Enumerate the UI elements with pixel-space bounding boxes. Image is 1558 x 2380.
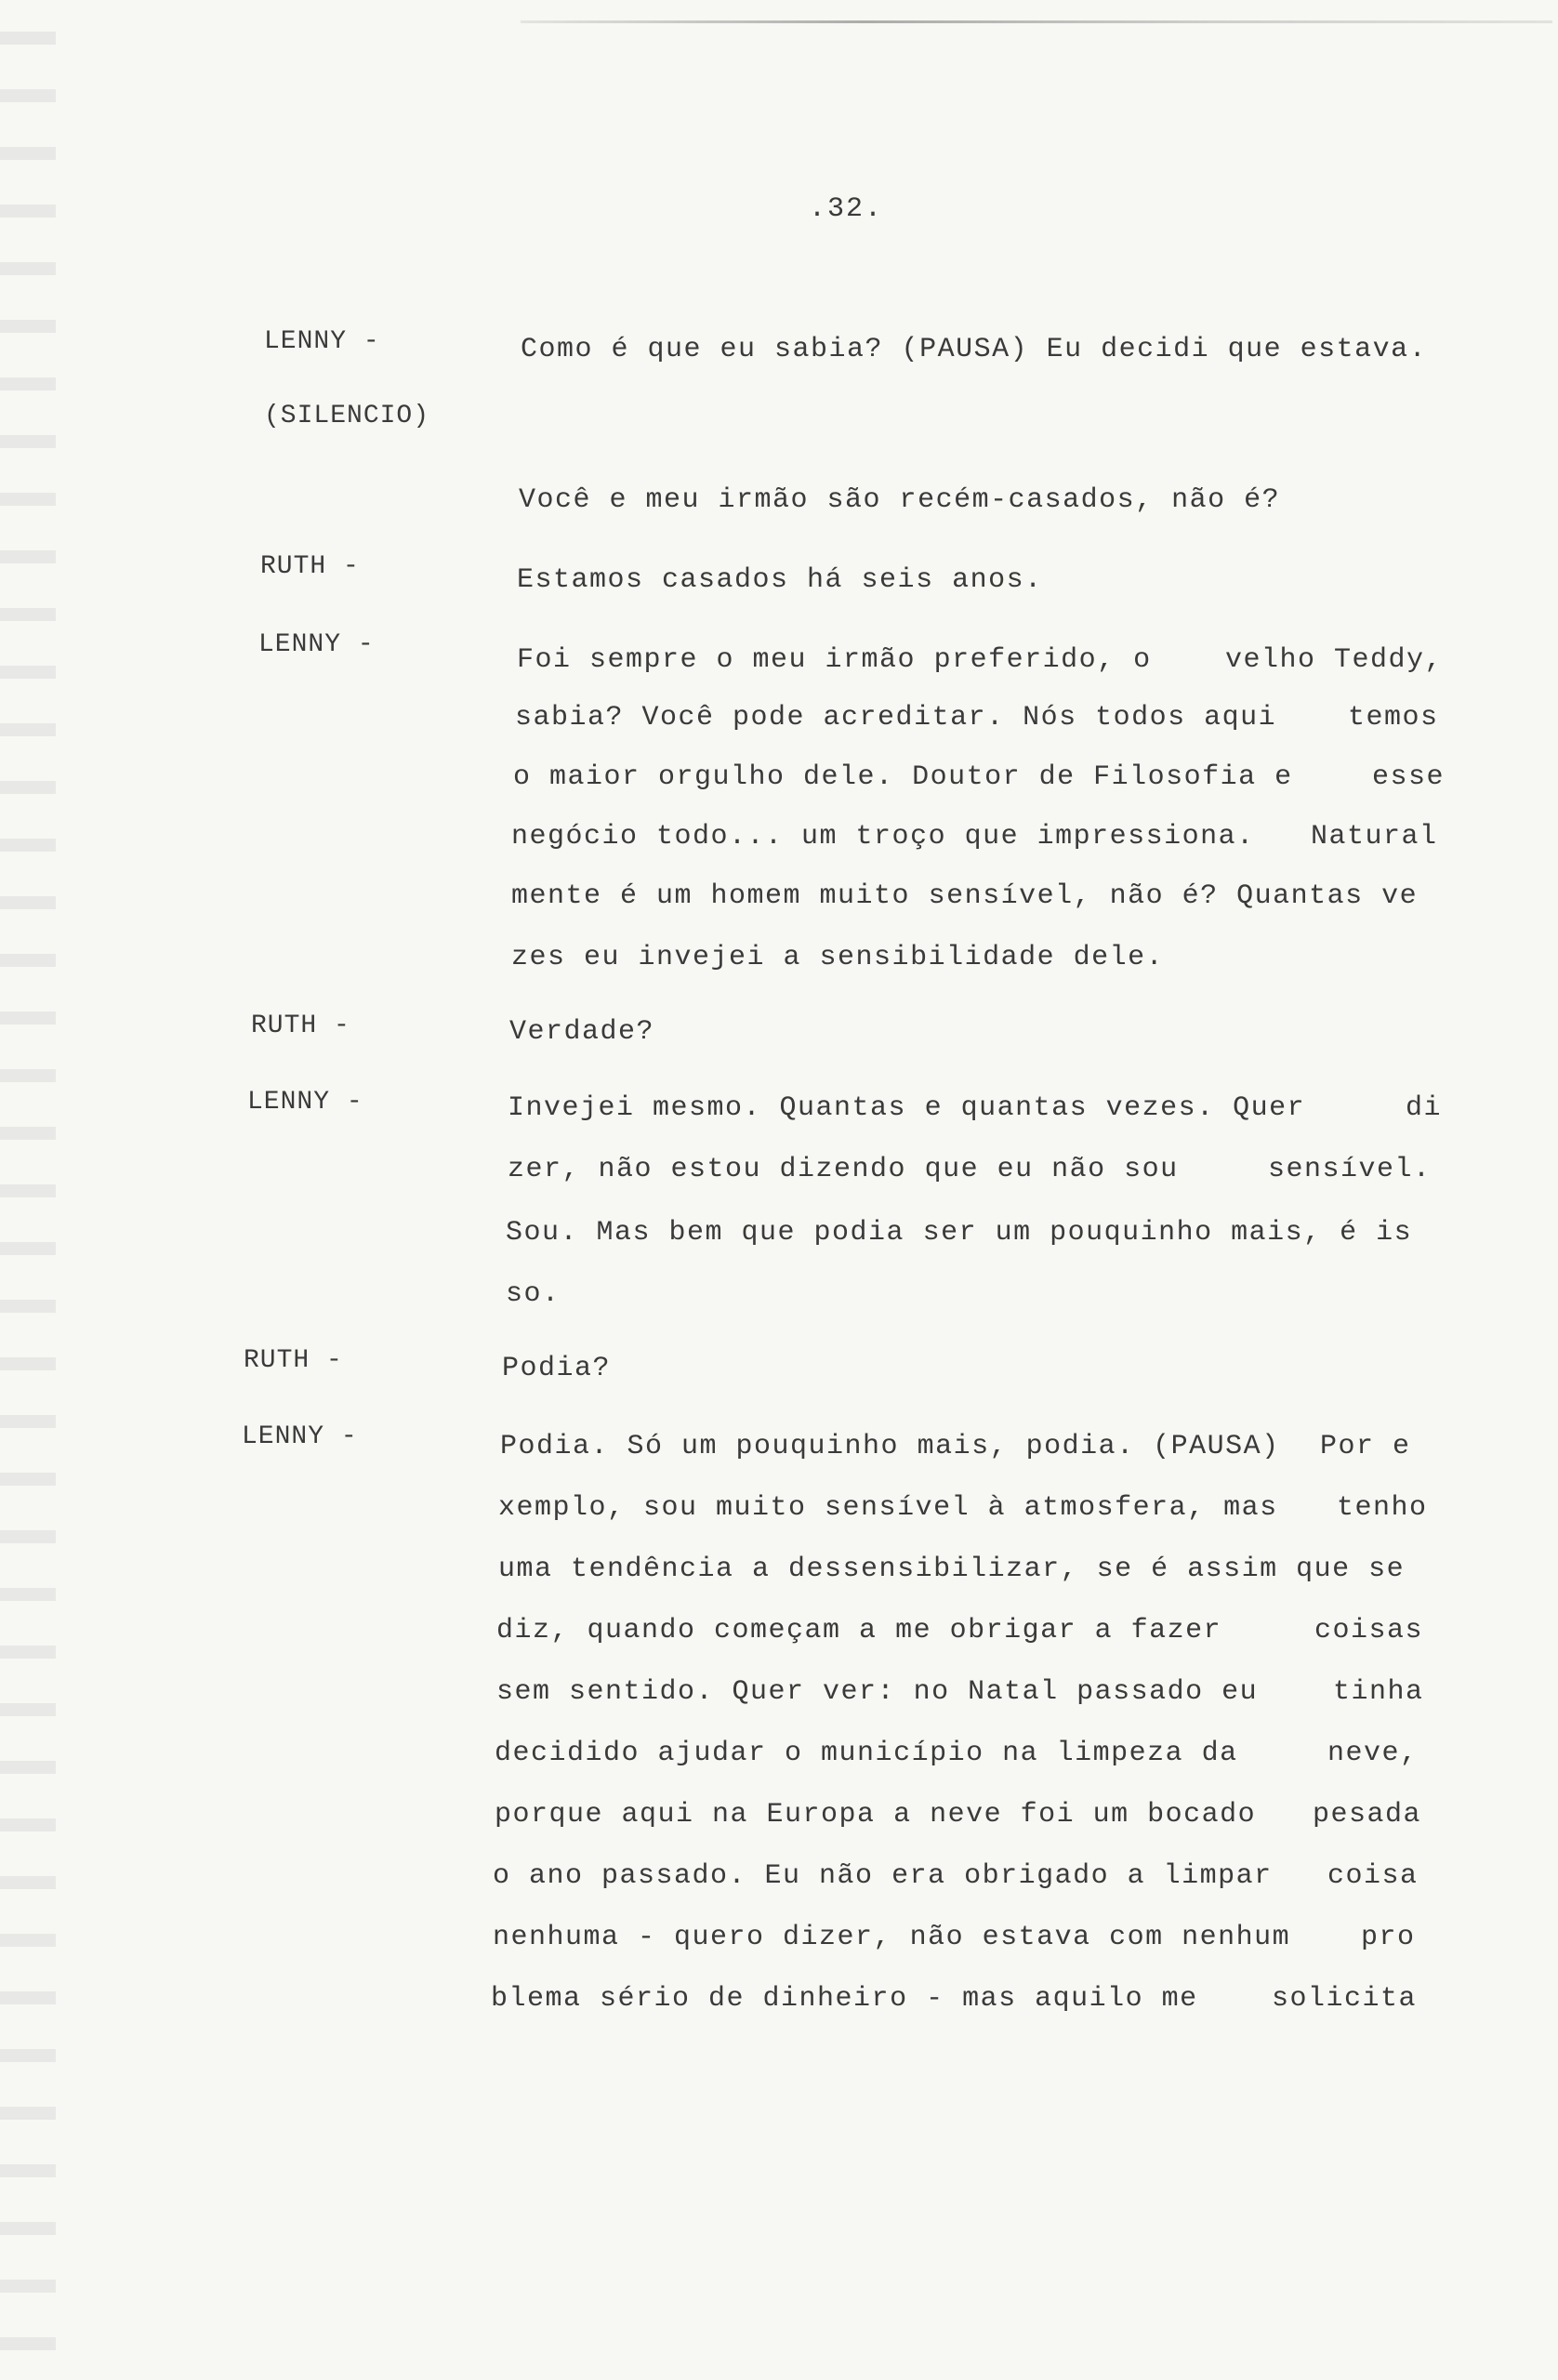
dialogue-line: Estamos casados há seis anos. [517,564,1043,596]
speaker-label: RUTH - [244,1346,343,1375]
speaker-label: LENNY - [242,1422,358,1451]
page-number: .32. [809,193,884,225]
dialogue-line: so. [506,1278,561,1310]
dialogue-line: mente é um homem muito sensível, não é? Quantas ve [511,880,1419,912]
dialogue-line: sem sentido. Quer ver: no Natal passado eu tinha [496,1676,1424,1708]
dialogue-line: o maior orgulho dele. Doutor de Filosofia e esse [513,761,1446,793]
dialogue-line: uma tendência a dessensibilizar, se é assim que se [498,1554,1406,1585]
dialogue-line: Invejei mesmo. Quantas e quantas vezes. Quer di [508,1092,1443,1124]
binding-edge [0,0,56,2380]
dialogue-line: nenhuma - quero dizer, não estava com nenhum pro [493,1922,1416,1953]
dialogue-line: Podia. Só um pouquinho mais, podia. (PAUSA) Por e [500,1431,1411,1462]
dialogue-line: Você e meu irmão são recém-casados, não é? [519,484,1281,516]
speaker-label: RUTH - [260,552,360,581]
stage-direction: (SILENCIO) [264,402,430,430]
speaker-label: RUTH - [251,1012,350,1040]
dialogue-line: zes eu invejei a sensibilidade dele. [511,942,1165,973]
dialogue-line: decidido ajudar o município na limpeza da neve, [495,1738,1419,1769]
dialogue-line: Podia? [502,1353,612,1384]
dialogue-line: diz, quando começam a me obrigar a fazer coisas [496,1615,1424,1646]
dialogue-line: xemplo, sou muito sensível à atmosfera, mas tenho [498,1492,1428,1524]
dialogue-line: Sou. Mas bem que podia ser um pouquinho mais, é is [506,1217,1413,1249]
speaker-label: LENNY - [264,327,380,356]
dialogue-line: zer, não estou dizendo que eu não sou sensível. [508,1154,1432,1185]
dialogue-line: porque aqui na Europa a neve foi um bocado pesada [495,1799,1422,1831]
scan-top-rule [521,20,1552,23]
dialogue-line: sabia? Você pode acreditar. Nós todos aqui temos [515,702,1439,734]
dialogue-line: Foi sempre o meu irmão preferido, o velho Teddy, [517,644,1444,676]
dialogue-line: Verdade? [509,1016,655,1048]
dialogue-line: negócio todo... um troço que impressiona. Natural [511,821,1438,853]
speaker-label: LENNY - [247,1088,363,1117]
dialogue-line: Como é que eu sabia? (PAUSA) Eu decidi que estava. [521,334,1428,365]
speaker-label: LENNY - [258,630,375,659]
dialogue-line: o ano passado. Eu não era obrigado a limpar coisa [493,1860,1419,1892]
dialogue-line: blema sério de dinheiro - mas aquilo me solicita [491,1983,1418,2015]
